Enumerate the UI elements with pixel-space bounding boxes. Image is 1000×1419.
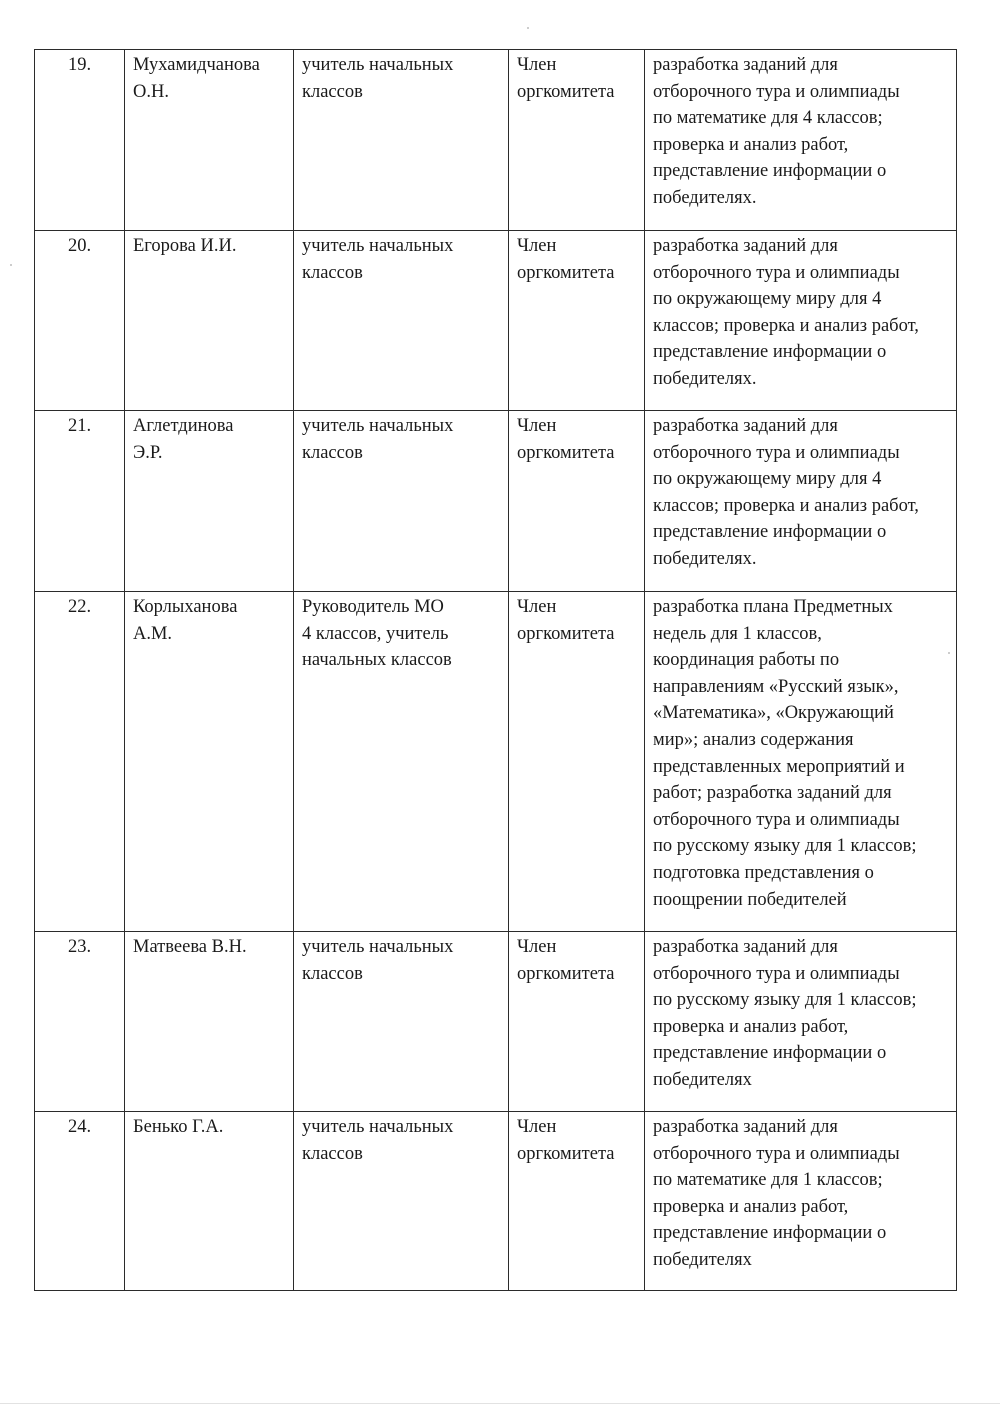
member-role: Член оргкомитета — [509, 1112, 645, 1291]
member-position: учитель начальных классов — [294, 1112, 509, 1291]
member-duties: разработка заданий для отборочного тура и олимпиады по окружающему миру для 4 классов; проверка и анализ работ, представление информации о победителях. — [645, 231, 957, 411]
member-duties: разработка заданий для отборочного тура и олимпиады по русскому языку для 1 классов; проверка и анализ работ, представление информации о победителях — [645, 932, 957, 1112]
member-name: Матвеева В.Н. — [125, 932, 294, 1112]
member-role: Член оргкомитета — [509, 231, 645, 411]
member-role: Член оргкомитета — [509, 50, 645, 231]
table-row — [35, 411, 957, 592]
table-row — [35, 932, 957, 1112]
member-position: учитель начальных классов — [294, 932, 509, 1112]
member-role: Член оргкомитета — [509, 932, 645, 1112]
row-number: 22. — [35, 592, 125, 932]
member-position: учитель начальных классов — [294, 50, 509, 231]
member-name: Корлыханова А.М. — [125, 592, 294, 932]
member-duties: разработка заданий для отборочного тура и олимпиады по математике для 4 классов; проверка и анализ работ, представление информации о победителях. — [645, 50, 957, 231]
table-row — [35, 50, 957, 231]
scan-speck — [527, 27, 529, 29]
row-number: 23. — [35, 932, 125, 1112]
member-name: Аглетдинова Э.Р. — [125, 411, 294, 592]
table-row — [35, 1112, 957, 1291]
row-number: 19. — [35, 50, 125, 231]
scan-bottom-edge — [0, 1403, 1000, 1404]
member-duties: разработка заданий для отборочного тура и олимпиады по окружающему миру для 4 классов; проверка и анализ работ, представление информации о победителях. — [645, 411, 957, 592]
member-role: Член оргкомитета — [509, 411, 645, 592]
table-row — [35, 231, 957, 411]
row-number: 21. — [35, 411, 125, 592]
member-role: Член оргкомитета — [509, 592, 645, 932]
member-name: Мухамидчанова О.Н. — [125, 50, 294, 231]
member-position: учитель начальных классов — [294, 411, 509, 592]
scan-speck — [10, 264, 12, 266]
table-row — [35, 592, 957, 932]
organizing-committee-table — [34, 49, 957, 1291]
member-name: Бенько Г.А. — [125, 1112, 294, 1291]
member-position: учитель начальных классов — [294, 231, 509, 411]
member-duties: разработка плана Предметных недель для 1 классов, координация работы по направлениям «Русский язык», «Математика», «Окружающий мир»; анализ содержания представленных мероприятий и работ; разработка заданий для отборочного тура и олимпиады по русскому языку для 1 классов; подготовка представления о поощрении победителей — [645, 592, 957, 932]
member-duties: разработка заданий для отборочного тура и олимпиады по математике для 1 классов; проверка и анализ работ, представление информации о победителях — [645, 1112, 957, 1291]
member-position: Руководитель МО 4 классов, учитель начальных классов — [294, 592, 509, 932]
row-number: 20. — [35, 231, 125, 411]
member-name: Егорова И.И. — [125, 231, 294, 411]
row-number: 24. — [35, 1112, 125, 1291]
